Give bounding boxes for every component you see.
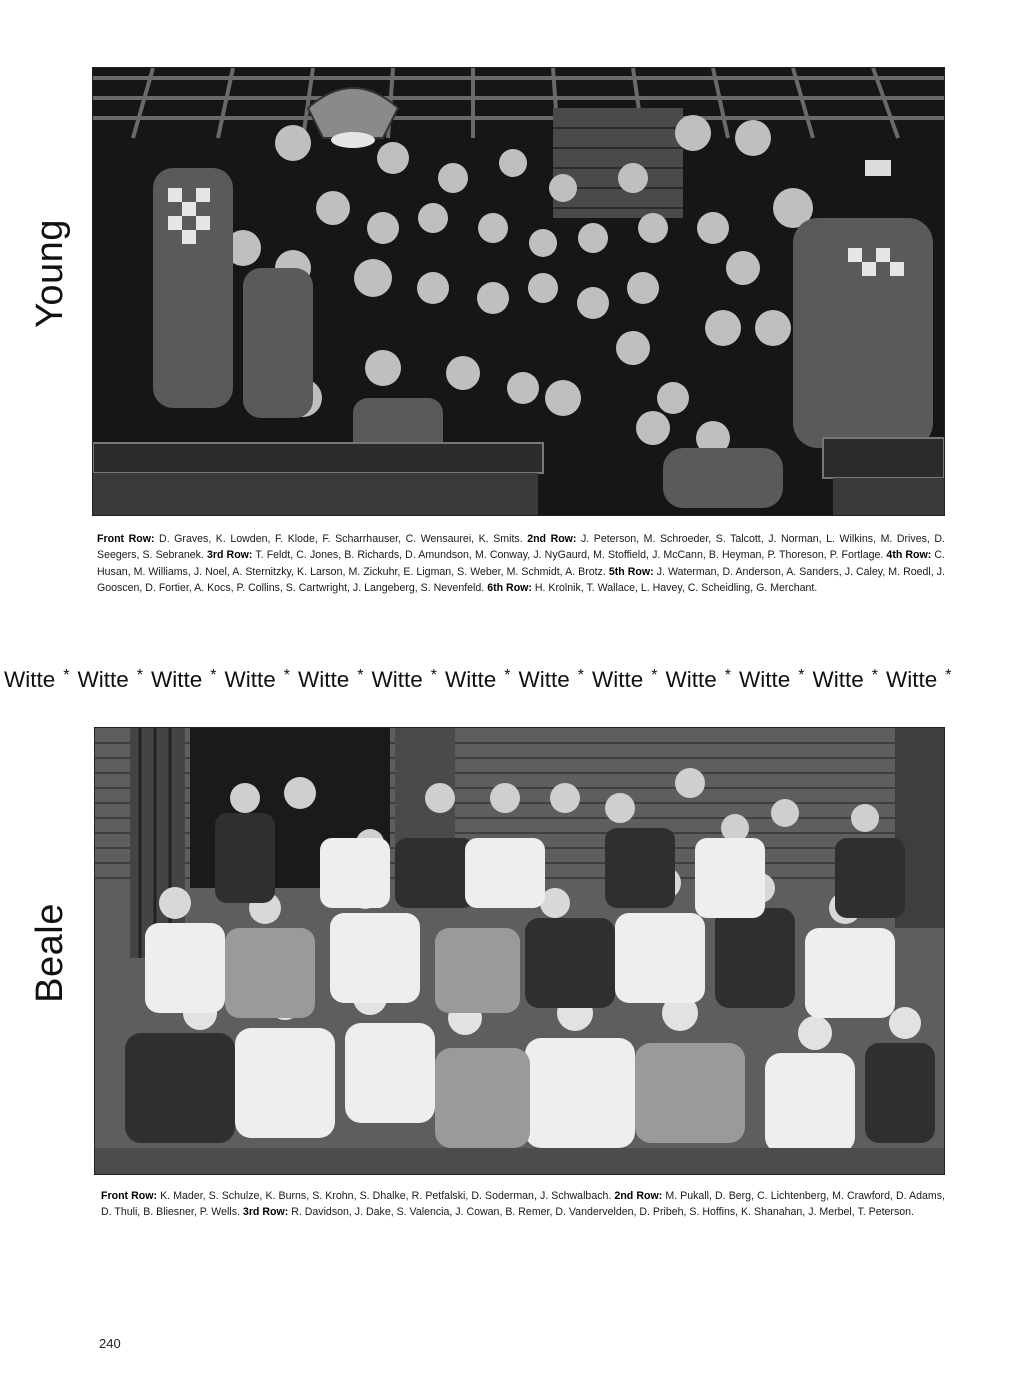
beale-caption bbox=[101, 1188, 945, 1221]
page-number: 240 bbox=[99, 1336, 121, 1351]
banner-separator: * bbox=[357, 667, 364, 684]
banner-separator: * bbox=[210, 667, 217, 684]
young-caption bbox=[97, 531, 945, 596]
banner-word: Witte bbox=[518, 667, 570, 692]
witte-banner bbox=[0, 664, 1033, 696]
banner-word: Witte bbox=[298, 667, 350, 692]
beale-caption-names: M. Pukall, D. Berg, C. Lichtenberg, M. Crawford, D. Adams, D. Thuli, B. Bliesner, P. Wells. bbox=[101, 1190, 945, 1219]
banner-word: Witte bbox=[4, 667, 56, 692]
young-caption-row-label: Front Row: bbox=[97, 533, 155, 545]
banner-separator: * bbox=[945, 667, 952, 684]
banner-separator: * bbox=[651, 667, 658, 684]
young-caption-row-label: 5th Row: bbox=[608, 565, 654, 578]
young-caption-row-label: 6th Row: bbox=[487, 581, 532, 594]
young-caption-row-label: 2nd Row: bbox=[527, 533, 577, 545]
banner-separator: * bbox=[798, 667, 805, 684]
banner-word: Witte bbox=[739, 667, 791, 692]
beale-caption-names: K. Mader, S. Schulze, K. Burns, S. Krohn, S. Dhalke, R. Petfalski, D. Soderman, J. Schwalbach. bbox=[160, 1190, 612, 1202]
banner-word: Witte bbox=[151, 667, 203, 692]
banner-separator: * bbox=[136, 667, 143, 684]
young-caption-names: H. Krolnik, T. Wallace, L. Havey, C. Scheidling, G. Merchant. bbox=[534, 581, 818, 594]
banner-word: Witte bbox=[445, 667, 497, 692]
banner-word: Witte bbox=[224, 667, 276, 692]
young-caption-names: J. Peterson, M. Schroeder, S. Talcott, J. Norman, L. Wilkins, M. Drives, D. Seegers, S. Sebranek. bbox=[97, 533, 945, 562]
banner-separator: * bbox=[871, 667, 878, 684]
banner-separator: * bbox=[63, 667, 70, 684]
young-caption-row-label: 4th Row: bbox=[886, 549, 932, 562]
banner-separator: * bbox=[504, 667, 511, 684]
beale-photo-illustration bbox=[95, 728, 944, 1174]
banner-separator: * bbox=[724, 667, 731, 684]
beale-caption-names: R. Davidson, J. Dake, S. Valencia, J. Cowan, B. Remer, D. Vandervelden, D. Pribeh, S. Hoffins, K. Shanahan, J. Merbel, T. Peterson. bbox=[291, 1206, 914, 1219]
banner-word: Witte bbox=[77, 667, 129, 692]
beale-group-photo bbox=[94, 727, 945, 1175]
banner-word: Witte bbox=[812, 667, 864, 692]
banner-word: Witte bbox=[371, 667, 423, 692]
beale-caption-row-label: 3rd Row: bbox=[242, 1206, 289, 1219]
young-caption-names: D. Graves, K. Lowden, F. Klode, F. Scharrhauser, C. Wensaurei, K. Smits. bbox=[159, 533, 523, 545]
banner-separator: * bbox=[430, 667, 437, 684]
banner-word: Witte bbox=[886, 667, 938, 692]
section-title-young: Young bbox=[29, 219, 71, 328]
banner-separator: * bbox=[577, 667, 584, 684]
section-title-beale: Beale bbox=[29, 903, 71, 1003]
banner-separator: * bbox=[283, 667, 290, 684]
young-caption-names: J. Waterman, D. Anderson, A. Sanders, J. Caley, M. Roedl, J. Gooscen, D. Fortier, A. Kocs, P. Collins, S. Cartwright, J. Langeberg, S. Nevenfeld. bbox=[97, 565, 945, 594]
banner-word: Witte bbox=[665, 667, 717, 692]
beale-caption-row-label: Front Row: bbox=[101, 1190, 158, 1202]
young-caption-row-label: 3rd Row: bbox=[206, 549, 253, 562]
young-caption-names: C. Husan, M. Williams, J. Noel, A. Sternitzky, K. Larson, M. Zickuhr, E. Ligman, S. Weber, M. Schmidt, A. Brotz. bbox=[97, 549, 945, 578]
young-photo-illustration bbox=[93, 68, 944, 515]
beale-caption-row-label: 2nd Row: bbox=[614, 1190, 663, 1202]
young-caption-names: T. Feldt, C. Jones, B. Richards, D. Amundson, M. Conway, J. NyGaurd, M. Stoffield, J. McCann, B. Heyman, P. Thoreson, P. Fortlage. bbox=[255, 549, 884, 562]
banner-word: Witte bbox=[592, 667, 644, 692]
young-group-photo bbox=[92, 67, 945, 516]
